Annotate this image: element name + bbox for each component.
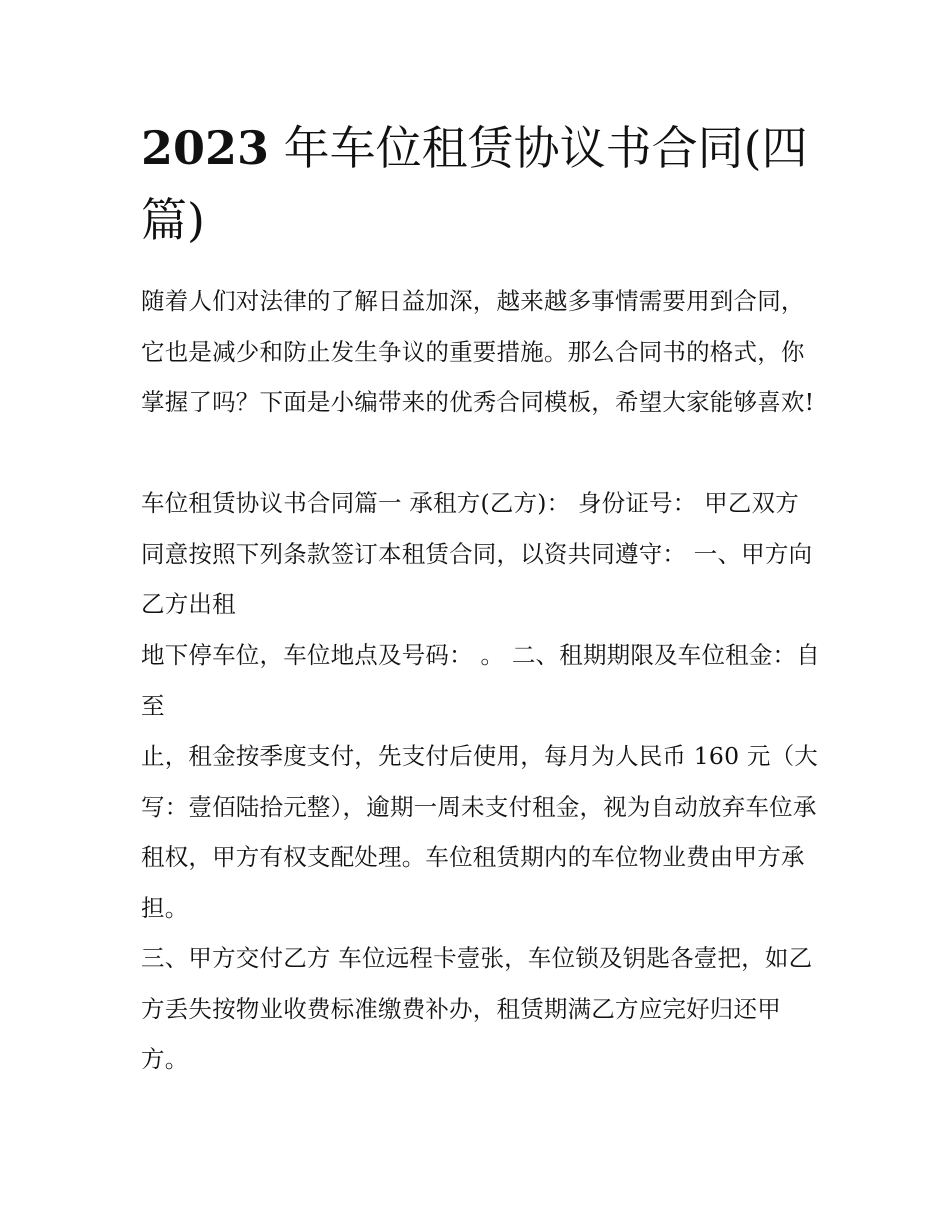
intro-paragraph: 随着人们对法律的了解日益加深，越来越多事情需要用到合同，它也是减少和防止发生争议的重要措施。那么合同书的格式，你掌握了吗？下面是小编带来的优秀合同模板，希望大家能够喜欢! xyxy=(141,287,815,416)
section-one-paragraph: 车位租赁协议书合同篇一 承租方(乙方)： 身份证号： 甲乙双方同意按照下列条款签订本租赁合同，以资共同遵守： 一、甲方向乙方出租 xyxy=(141,489,813,618)
parking-location-paragraph: 地下停车位，车位地点及号码： 。 二、租期期限及车位租金：自至 xyxy=(141,641,820,720)
rent-terms-paragraph: 止，租金按季度支付，先支付后使用，每月为人民币 160 元（大写：壹佰陆拾元整），逾期一周未支付租金，视为自动放弃车位承租权，甲方有权支配处理。车位租赁期内的车位物业费由甲方承担。 xyxy=(141,742,818,922)
title-year: 2023 xyxy=(141,121,270,175)
document-title xyxy=(141,112,821,256)
section-three-paragraph: 三、甲方交付乙方 车位远程卡壹张，车位锁及钥匙各壹把，如乙方丢失按物业收费标准缴费补办，租赁期满乙方应完好归还甲方。 xyxy=(141,944,813,1073)
title-text: 年车位租赁协议书合同(四篇) xyxy=(141,121,808,247)
